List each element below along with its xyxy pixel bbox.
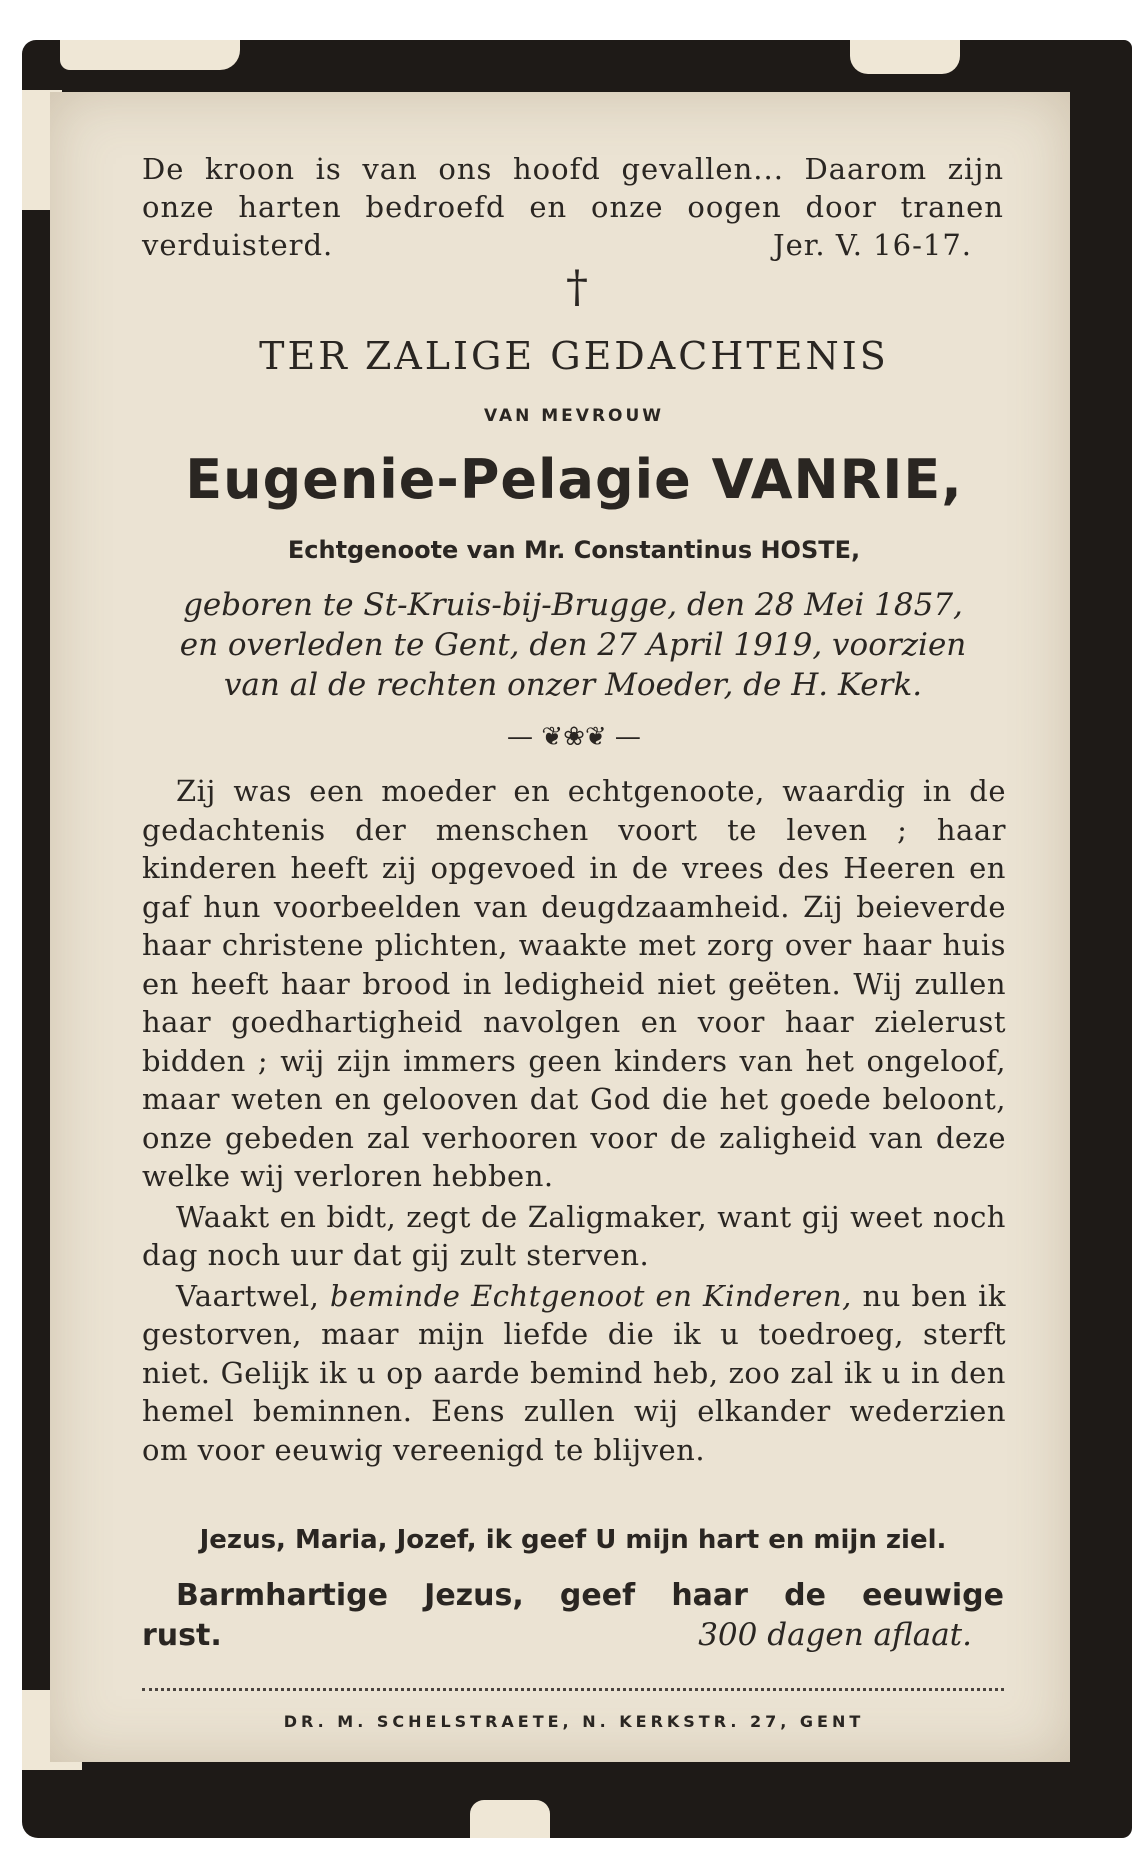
paragraph bbox=[142, 1277, 1006, 1470]
paragraph: Zij was een moeder en echtgenoote, waardig in de gedachtenis der menschen voort te leven ; haar kinderen heeft zij opgevoed in de vrees des Heeren en gaf hun voorbeelden van deugdzaamheid. Zij beieverde haar christene plichten, waakte met zorg over haar huis en heeft haar brood in ledigheid niet geëten. Wij zullen haar goedhartigheid navolgen en voor haar zielerust bidden ; wij zijn immers geen kinders van het ongeloof, maar weten en gelooven dat God die het goede beloont, onze gebeden zal verhooren voor de zaligheid van deze welke wij verloren hebben. bbox=[142, 774, 1006, 1193]
paragraph: Waakt en bidt, zegt de Zaligmaker, want gij weet noch dag noch uur dat gij zult sterven. bbox=[142, 1199, 1006, 1272]
epigraph-line: verduisterd. bbox=[142, 228, 334, 262]
biography-line: geboren te St-Kruis-bij-Brugge, den 28 Mei 1857, bbox=[183, 587, 963, 623]
torn-edge bbox=[470, 1800, 550, 1838]
memorial-subheading: VAN MEVROUW bbox=[483, 406, 665, 426]
paragraph-text: nu ben ik gestorven, maar mijn liefde die ik u toedroeg, sterft niet. Gelijk ik u op aarde bemind heb, zoo zal ik u in den hemel beminnen. Eens zullen wij elkander wederzien om voor eeuwig vereenigd te blijven. bbox=[142, 1278, 1006, 1467]
prayer-end: rust. bbox=[142, 1618, 222, 1653]
spouse-line: Echtgenoote van Mr. Constantinus HOSTE, bbox=[287, 536, 861, 564]
deceased-name: Eugenie-Pelagie VANRIE, bbox=[185, 448, 963, 511]
dotted-divider bbox=[142, 1688, 1004, 1691]
biography bbox=[142, 585, 1004, 705]
paragraph-emphasis: beminde Echtgenoot en Kinderen, bbox=[330, 1278, 852, 1313]
ornament-divider: — ❦❀❦ — bbox=[507, 722, 641, 752]
prayer-line: Barmhartige Jezus, geef haar de eeuwige bbox=[176, 1578, 1004, 1613]
body-text bbox=[142, 772, 1006, 1471]
torn-edge bbox=[850, 40, 960, 74]
biography-line: en overleden te Gent, den 27 April 1919, voorzien bbox=[179, 627, 967, 663]
epigraph-line: onze harten bedroefd en onze oogen door tranen bbox=[142, 190, 1004, 224]
printer-imprint: DR. M. SCHELSTRAETE, N. KERKSTR. 27, GENT bbox=[283, 1712, 865, 1731]
cross-icon: † bbox=[566, 262, 588, 313]
prayer-line: Jezus, Maria, Jozef, ik geef U mijn hart en mijn ziel. bbox=[199, 1525, 947, 1555]
biography-line: van al de rechten onzer Moeder, de H. Kerk. bbox=[223, 667, 923, 703]
epigraph-line: De kroon is van ons hoofd gevallen... Daarom zijn bbox=[142, 152, 1004, 186]
bible-reference: Jer. V. 16-17. bbox=[772, 228, 972, 262]
memorial-heading: TER ZALIGE GEDACHTENIS bbox=[259, 334, 889, 378]
epigraph bbox=[142, 150, 1004, 264]
indulgence: 300 dagen aflaat. bbox=[698, 1617, 972, 1653]
closing-row bbox=[142, 1617, 972, 1653]
paragraph-text: Vaartwel, bbox=[176, 1278, 331, 1313]
torn-edge bbox=[60, 40, 240, 70]
